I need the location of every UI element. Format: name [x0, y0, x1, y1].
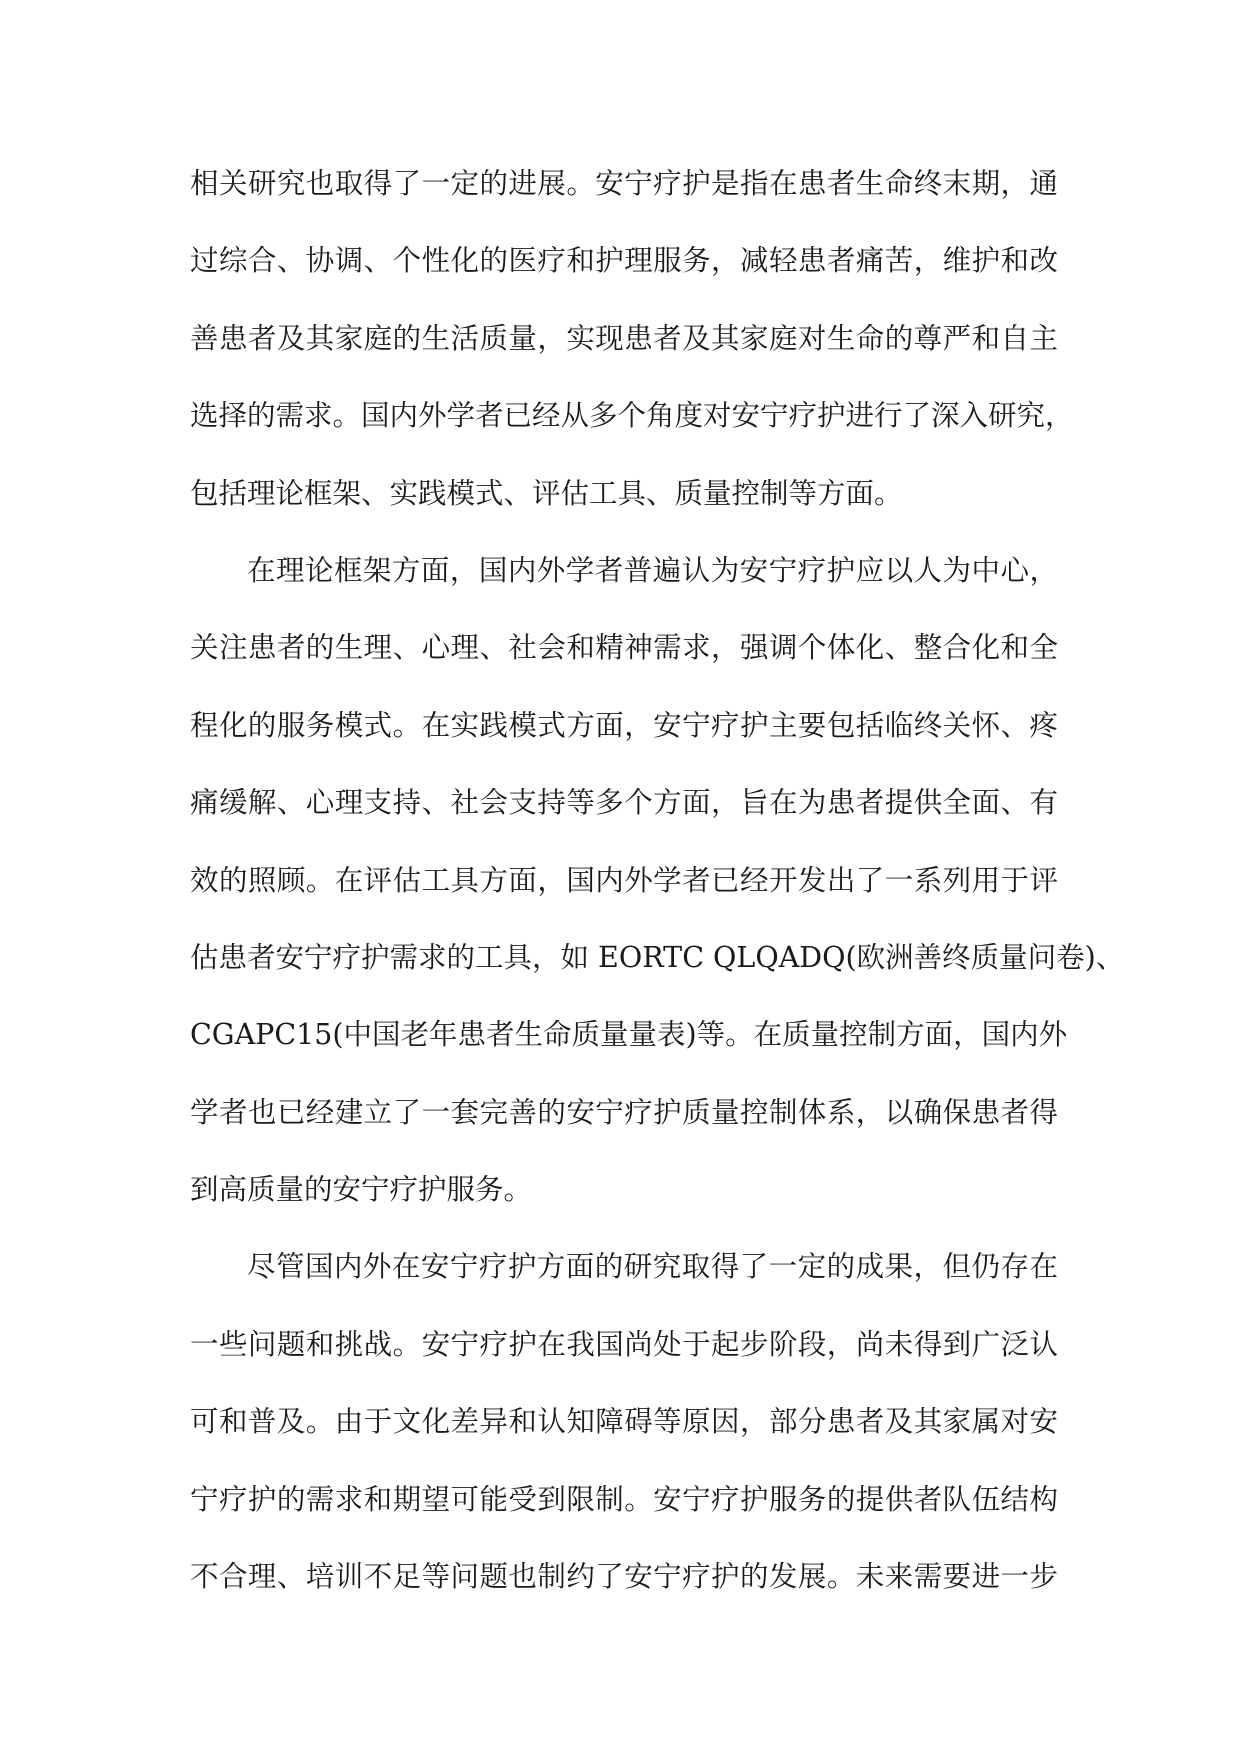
- text-line: 估患者安宁疗护需求的工具，如 EORTC QLQADQ(欧洲善终质量问卷)、: [190, 940, 1125, 974]
- text-line: 程化的服务模式。在实践模式方面，安宁疗护主要包括临终关怀、疼: [190, 708, 1058, 742]
- text-line: CGAPC15(中国老年患者生命质量量表)等。在质量控制方面，国内外: [190, 1018, 1068, 1052]
- text-line: 关注患者的生理、心理、社会和精神需求，强调个体化、整合化和全: [190, 631, 1058, 665]
- text-line: 到高质量的安宁疗护服务。: [190, 1173, 533, 1207]
- text-line: 学者也已经建立了一套完善的安宁疗护质量控制体系，以确保患者得: [190, 1095, 1058, 1129]
- text-line: 一些问题和挑战。安宁疗护在我国尚处于起步阶段，尚未得到广泛认: [190, 1327, 1058, 1361]
- text-line: 过综合、协调、个性化的医疗和护理服务，减轻患者痛苦，维护和改: [190, 244, 1058, 278]
- text-line: 选择的需求。国内外学者已经从多个角度对安宁疗护进行了深入研究，: [190, 399, 1074, 433]
- body-text: [190, 145, 1125, 1615]
- paragraph-1: [190, 145, 1074, 532]
- text-line: 不合理、培训不足等问题也制约了安宁疗护的发展。未来需要进一步: [190, 1560, 1058, 1594]
- text-line: 宁疗护的需求和期望可能受到限制。安宁疗护服务的提供者队伍结构: [190, 1482, 1058, 1516]
- text-line: 可和普及。由于文化差异和认知障碍等原因，部分患者及其家属对安: [190, 1405, 1058, 1439]
- paragraph-2: [190, 532, 1125, 1229]
- text-line: 善患者及其家庭的生活质量，实现患者及其家庭对生命的尊严和自主: [190, 321, 1058, 355]
- text-line: 包括理论框架、实践模式、评估工具、质量控制等方面。: [190, 476, 903, 510]
- text-line: 效的照顾。在评估工具方面，国内外学者已经开发出了一系列用于评: [190, 863, 1058, 897]
- text-line: 尽管国内外在安宁疗护方面的研究取得了一定的成果，但仍存在: [247, 1250, 1058, 1284]
- text-line: 痛缓解、心理支持、社会支持等多个方面，旨在为患者提供全面、有: [190, 786, 1058, 820]
- paragraph-3: [190, 1228, 1058, 1615]
- text-line: 在理论框架方面，国内外学者普遍认为安宁疗护应以人为中心，: [247, 553, 1058, 587]
- text-line: 相关研究也取得了一定的进展。安宁疗护是指在患者生命终末期，通: [190, 167, 1058, 200]
